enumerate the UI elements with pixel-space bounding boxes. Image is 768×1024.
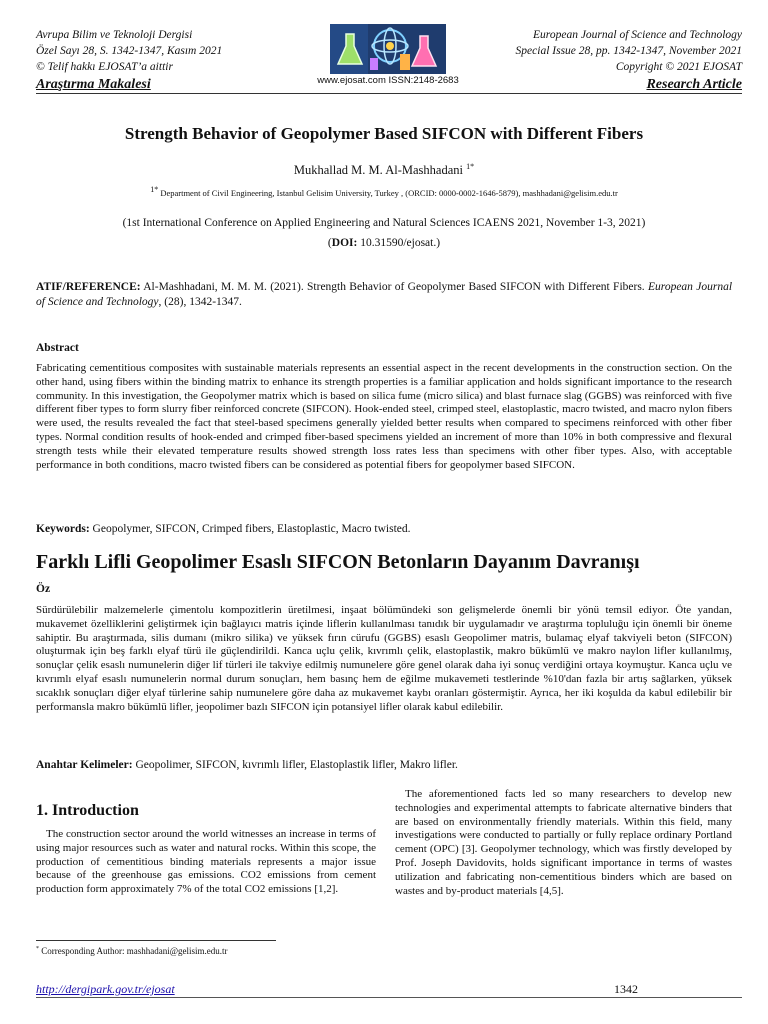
abstract-heading: Abstract: [36, 342, 79, 354]
article-type-tr: Araştırma Makalesi: [36, 77, 151, 92]
footer-url-link[interactable]: http://dergipark.gov.tr/ejosat: [36, 982, 175, 996]
conference-note: (1st International Conference on Applied Engineering and Natural Sciences ICAENS 2021, November 1-3, 2021): [122, 217, 646, 229]
doi-label: DOI:: [331, 237, 358, 249]
oz-heading: Öz: [36, 583, 51, 595]
keywords-label: Keywords:: [36, 523, 90, 535]
journal-name-en: European Journal of Science and Technology: [533, 29, 742, 41]
journal-name-tr: Avrupa Bilim ve Teknoloji Dergisi: [36, 29, 193, 41]
paper-title: Strength Behavior of Geopolymer Based SIFCON with Different Fibers: [124, 124, 644, 143]
issue-info-en: Special Issue 28, pp. 1342-1347, November 2021: [515, 45, 742, 57]
reference-text: Al-Mashhadani, M. M. M. (2021). Strength Behavior of Geopolymer Based SIFCON with Different Fibers.: [140, 281, 648, 293]
reference-tail: , (28), 1342-1347.: [158, 296, 242, 308]
journal-header-right: [516, 27, 742, 95]
reference-journal: European Journal of Science and Technology: [36, 281, 733, 308]
footnote-text: Corresponding Author: mashhadani@gelisim.edu.tr: [39, 946, 228, 956]
turkish-keywords-label: Anahtar Kelimeler:: [36, 759, 133, 771]
journal-website-issn: www.ejosat.com ISSN:2148-2683: [317, 75, 459, 86]
footnote-rule: [36, 940, 276, 941]
reference-label: ATIF/REFERENCE:: [36, 281, 141, 293]
page-number: 1342: [614, 982, 638, 996]
copyright-tr: © Telif hakkı EJOSAT’a aittir: [36, 61, 173, 73]
turkish-title: Farklı Lifli Geopolimer Esaslı SIFCON Betonların Dayanım Davranışı: [36, 551, 640, 573]
footnote-mark: *: [36, 946, 39, 952]
abstract-text: Fabricating cementitious composites with sustainable materials represents an essential aspect in the recent developments in the construction section. On the other hand, using fibers within the binding matrix to enhance its strength properties is a familiar application and holds significant importance to the research community. In this investigation, the Geopolymer matrix which is based on silica fume (micro silica) and blast furnace slag (GGBS) was reinforced with five different fiber types to form slurry fiber reinforced concrete (SIFCON). Hook-ended steel, crimped steel, elastoplastic, macro twisted, and macro nylon fibers were used, the results revealed the fact that steel-based specimens generally yielded better results when compared to specimens reinforced with other fiber types. Normal condition results of hook-ended and crimped fiber-based specimens yielded an increment of more than 10% in both compressive and flexural strength tests while their elevated temperature results showed strength loss rates less than specimens with other fiber types. Also, with acceptable performance in both conditions, macro twisted fibers can be considered as potential fibers for geopolymer based SIFCON.: [36, 362, 732, 471]
article-type-en: Research Article: [646, 77, 742, 92]
flask-atom-logo-icon: [330, 24, 446, 74]
intro-column-right: The aforementioned facts led so many researchers to develop new technologies and experimental attempts to fabricate alternative binders that are based on environmentally friendly materials. Within this field, many investigations were conducted to partially or fully replace ordinary Portland cement (OPC) [3]. Geopolymer technology, which was firstly developed by Prof. Joseph Davidovits, holds significant importance in terms of wastes utilization and fabricating non-cementitious binders which are based on wastes and by-product materials [4,5].: [395, 788, 732, 897]
issue-info-tr: Özel Sayı 28, S. 1342-1347, Kasım 2021: [36, 45, 223, 57]
introduction-heading: 1. Introduction: [36, 802, 139, 819]
turkish-keywords-text: Geopolimer, SIFCON, kıvrımlı lifler, Elastoplastik lifler, Makro lifler.: [132, 759, 458, 771]
footer-rule: [36, 997, 742, 998]
keywords-line: [36, 523, 732, 535]
author-name: Mukhallad M. M. Al-Mashhadani: [293, 163, 463, 178]
intro-column-left: The construction sector around the world witnesses an increase in terms of using major resources such as water and natural rocks. Within this scope, the production of cementitious binding materials represents a major issue because of the greenhouse gas emissions. CO2 emissions from cement production form approximately 7% of the total CO2 emissions [1,2].: [36, 828, 376, 896]
keywords-text: Geopolymer, SIFCON, Crimped fibers, Elastoplastic, Macro twisted.: [89, 523, 411, 535]
citation-reference: [36, 280, 732, 310]
journal-header-left: [36, 27, 222, 95]
affiliation: [36, 185, 732, 198]
header-rule: [36, 93, 742, 94]
author-superscript: 1*: [466, 162, 475, 171]
author-line: [36, 162, 732, 178]
footnote: [36, 946, 228, 956]
turkish-keywords-line: [36, 759, 732, 771]
copyright-en: Copyright © 2021 EJOSAT: [615, 61, 742, 73]
doi-value: 10.31590/ejosat.: [357, 237, 437, 249]
doi-line: (DOI: 10.31590/ejosat.): [327, 237, 441, 249]
affiliation-text: Department of Civil Engineering, Istanbul Gelisim University, Turkey , (ORCID: 0000-0002-1646-5879), mashhadani@gelisim.edu.tr: [160, 187, 618, 198]
affiliation-superscript: 1*: [150, 185, 159, 194]
oz-text: Sürdürülebilir malzemelerle çimentolu kompozitlerin üretilmesi, inşaat bölümündeki son gelişmelerde önemli bir yönü temsil ediyor. Öte yandan, mukavemet özelliklerini geliştirmek için bağlayıcı matris içinde liflerin kullanılması tanıdık bir uygulamadır ve araştırma topluluğu için önemli bir öneme sahiptir. Bu araştırmada, silis dumanı (mikro silika) ve yüksek fırın cürufu (GGBS) esaslı Geopolimer matris, bulamaç elyaf takviyeli beton (SIFCON) oluşturmak için beş farklı elyaf türü ile güçlendirildi. Kanca uçlu çelik, kıvrımlı çelik, elastoplastik, makro bükümlü ve makro naylon lifler kullanılmış, sonuçlar çelik esaslı numunelerin diğer lif türleri ile takviye edilmiş numunelere göre genel olarak daha iyi sonuç verdiğini ortaya koymuştur. Kanca uçlu ve kıvrımlı elyaf esaslı numunelerin normal durum sonuçları, hem basınç hem de eğilme mukavemeti testlerinde %10'dan fazla bir artış sağlarken, yüksek sıcaklık sonuçları diğer elyaf türlerine sahip numunelere göre daha az mukavemet kaybı oranları göstermiştir. Ayrıca, her iki koşulda da kabul edilebilir bir performansla makro bükümlü lifler, jeopolimer bazlı SIFCON için potansiyel lifler olarak kabul edilebilir.: [36, 604, 732, 713]
